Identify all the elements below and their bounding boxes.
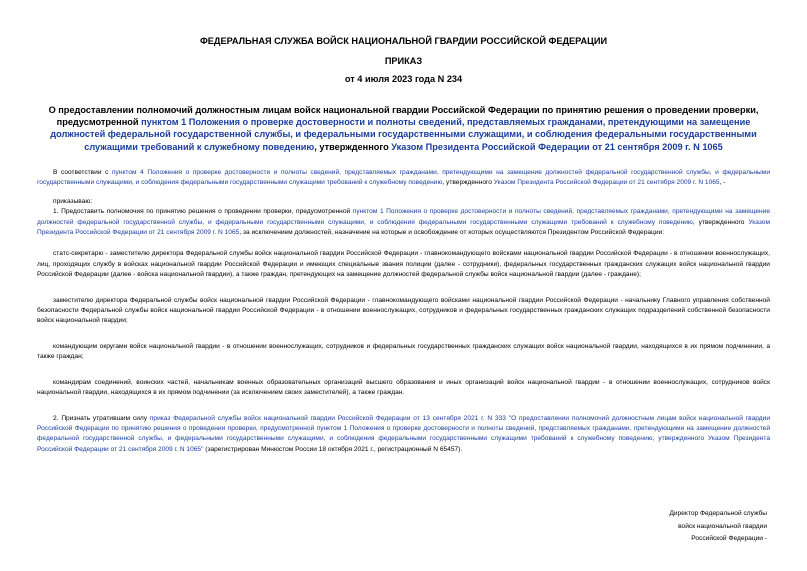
item-2-link-order[interactable]: приказ Федеральной службы войск национальной гвардии Российской Федерации от 13 сентября 2021 г. N 333 "О предоставлении полномочий должностным лицам войск национальной гвардии Российской Федерации по принятию решения о проведении проверки, предусмотренной пунктом 1 Положения о проверке достоверности и полноты сведений, представляемых гражданами, претендующими на замещение должностей федеральной государственной службы, и федеральными государственными служащими, и соблюдения федеральными государственными служащими требований к служебному поведению, утвержденного Указом Президента Российской Федерации от 21 сентября 2009 г. N 1065"	[37, 414, 771, 453]
signature-line: Директор Федеральной службы	[669, 510, 767, 517]
subitem-district-commanders: командующим округами войск национальной гвардии - в отношении военнослужащих, сотрудников и федеральных государственных гражданских служащих войск национальной гвардии, находящихся в их прямом подчинении, а также граждан;	[37, 342, 770, 361]
preamble-paragraph	[37, 168, 770, 189]
signature-line: Российской Федерации -	[691, 535, 767, 542]
preamble-text: В соответствии с	[53, 169, 112, 176]
preamble-link-regulation[interactable]: пунктом 4 Положения о проверке достоверности и полноты сведений, представляемых гражданами, претендующими на замещение должностей федеральной государственной службы, и федеральными государственными служащими, и соблюдения федеральными государственными служащими требований к служебному поведению	[37, 169, 771, 187]
document-type: ПРИКАЗ	[384, 56, 423, 66]
subitem-unit-commanders: командирам соединений, воинских частей, начальникам военных образовательных организаций высшего образования и иных организаций войск национальной гвардии - в отношении военнослужащих, сотрудников войск национальной гвардии, находящихся в их прямом подчинении (за исключением своих заместителей), а также граждан.	[37, 378, 770, 397]
item-1-text: , за исключением должностей, назначение на которые и освобождение от которых осуществляются Президентом Российской Федерации:	[239, 229, 665, 237]
subitem-deputy-director: заместителю директора Федеральной службы войск национальной гвардии Российской Федерации - главнокомандующего войсками национальной гвардии Российской Федерации - начальнику Главного управления собственной безопасности Федеральной службы войск национальной гвардии Российской Федерации - в отношении военнослужащих, сотрудников и федеральных государственных гражданских служащих подразделений собственной безопасности войск национальной гвардии;	[37, 296, 770, 325]
item-1-text: 1. Предоставить полномочия по принятию решения о проведении проверки, предусмотренной	[53, 208, 353, 216]
item-1-text: , утвержденного	[692, 218, 749, 226]
preamble-text: , -	[719, 179, 726, 187]
document-title	[37, 104, 770, 153]
title-link-decree[interactable]: Указом Президента Российской Федерации от 21 сентября 2009 г. N 1065	[391, 141, 723, 152]
item-1-paragraph	[37, 207, 770, 238]
item-2-text: (зарегистрирован Минюстом России 18 октября 2021 г., регистрационный N 65457).	[203, 445, 463, 453]
order-word: приказываю:	[53, 197, 93, 205]
preamble-link-decree[interactable]: Указом Президента Российской Федерации от 21 сентября 2009 г. N 1065	[493, 179, 720, 187]
item-2-text: 2. Признать утратившим силу	[53, 414, 150, 422]
title-text: О предоставлении полномочий должностным лицам войск национальной гвардии Российской Федерации по принятию решения о проведении проверки, предусмотренной	[48, 105, 759, 128]
item-1-link-decree[interactable]: Указом Президента Российской Федерации от 21 сентября 2009 г. N 1065	[37, 218, 770, 237]
item-2-paragraph	[37, 414, 770, 456]
agency-name: ФЕДЕРАЛЬНАЯ СЛУЖБА ВОЙСК НАЦИОНАЛЬНОЙ ГВАРДИИ РОССИЙСКОЙ ФЕДЕРАЦИИ	[199, 36, 608, 46]
document-body	[37, 168, 770, 455]
preamble-text: , утвержденного	[442, 179, 494, 187]
document-date-number: от 4 июля 2023 года N 234	[344, 74, 463, 84]
subitem-state-secretary: статс-секретарю - заместителю директора Федеральной службы войск национальной гвардии Российской Федерации - главнокомандующего войсками национальной гвардии Российской Федерации - в отношении военнослужащих, лиц, проходящих службу в войсках национальной гвардии Российской Федерации и имеющих специальные звания полиции (далее - сотрудники), федеральных государственных гражданских служащих войск национальной гвардии Российской Федерации (далее - войска национальной гвардии), а также граждан, претендующих на замещение должностей федеральной службы войск национальной гвардии (далее - граждане);	[37, 250, 770, 279]
signature-block	[669, 508, 767, 546]
title-link-regulation[interactable]: пунктом 1 Положения о проверке достоверности и полноты сведений, представляемых гражданами, претендующими на замещение должностей федеральной государственной службы, и федеральными государственными служащими, и соблюдения федеральными государственными служащими требований к служебному поведению	[50, 117, 757, 152]
item-1-link-regulation[interactable]: пунктом 1 Положения о проверке достоверности и полноты сведений, представляемых гражданами, претендующими на замещение должностей федеральной государственной службы, и федеральными государственными служащими, и соблюдения федеральными государственными служащими требований к служебному поведению	[37, 208, 770, 226]
signature-line: войск национальной гвардии	[678, 522, 767, 530]
title-text: , утвержденного	[314, 141, 392, 152]
